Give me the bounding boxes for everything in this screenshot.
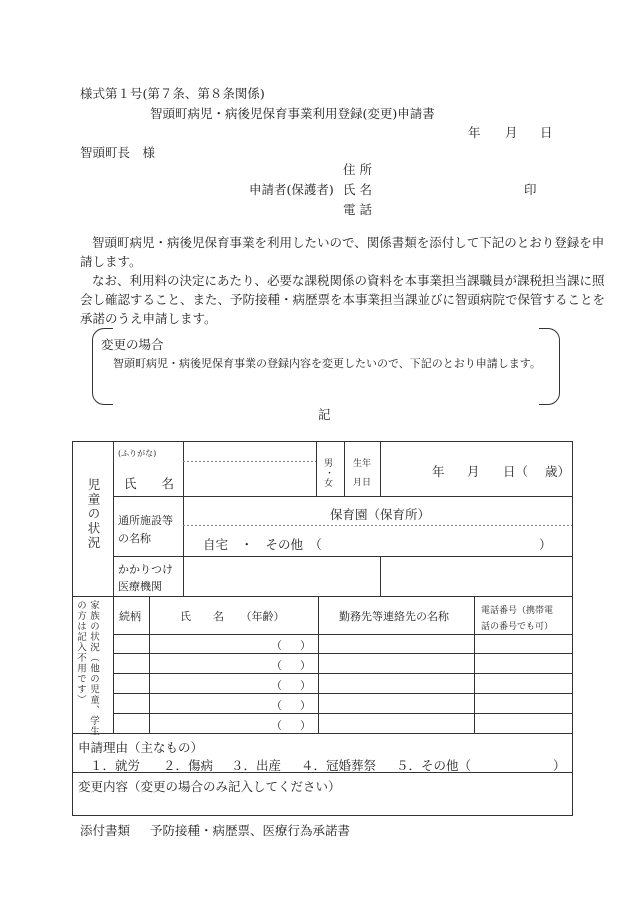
- reason-ceremony: ４．冠婚葬祭: [301, 758, 377, 773]
- age-paren-left: （: [271, 639, 282, 652]
- change-box-text: 智頭町病児・病後児保育事業の登録内容を変更したいので、下記のとおり申請します。: [113, 357, 541, 370]
- age-paren-right: ）: [300, 639, 311, 652]
- p2-line3: 承諾のうえ申請します。: [80, 311, 217, 326]
- ki-mark: 記: [318, 407, 331, 422]
- attachment-items: 予防接種・病歴票、医療行為承諾書: [150, 823, 351, 838]
- sex-dot: ・: [325, 469, 335, 479]
- reason-work: １．就労: [90, 758, 141, 773]
- clinic-label-1: かかりつけ: [118, 563, 173, 576]
- reason-other: ５．その他（: [396, 758, 472, 773]
- family-section-label: [74, 600, 100, 737]
- date-year: 年: [468, 125, 481, 140]
- form-number: 様式第１号(第７条、第８条関係): [80, 86, 265, 101]
- age-paren-left: （: [271, 679, 282, 692]
- p2-line1: なお、利用料の決定にあたり、必要な課税関係の資料を本事業担当課職員が課税担当課に照: [92, 273, 605, 288]
- furigana-label: (ふりがな): [118, 449, 157, 458]
- age-paren-right: ）: [300, 679, 311, 692]
- address-label: 住 所: [343, 162, 372, 177]
- age-paren-left: （: [271, 719, 282, 732]
- sex-male: 男: [324, 459, 334, 469]
- sex-female: 女: [324, 479, 334, 489]
- birth-label-top: 生年: [353, 459, 372, 469]
- birth-month: 月: [467, 464, 480, 479]
- age-paren-right: ）: [300, 699, 311, 712]
- header-relation: 続柄: [119, 610, 141, 623]
- facility-option-nursery: 保育園（保育所）: [330, 507, 431, 522]
- recipient: 智頭町長 様: [80, 145, 156, 160]
- family-section-line2: の方は記入不用です）: [75, 600, 86, 705]
- child-section-label: 児童の状況: [86, 478, 101, 551]
- facility-option-close: ）: [539, 537, 552, 552]
- p2-line2: 会し確認すること、また、予防接種・病歴票を本事業担当課並びに智頭病院で保管することを: [80, 292, 606, 307]
- header-phone-1: 電話番号（携帯電: [481, 606, 554, 616]
- reason-birth: ３．出産: [231, 758, 282, 773]
- birth-year: 年: [432, 464, 445, 479]
- age-paren-left: （: [271, 699, 282, 712]
- applicant-label: 申請者(保護者): [249, 182, 334, 197]
- reason-illness: ２．傷病: [163, 758, 214, 773]
- age-paren-right: ）: [300, 719, 311, 732]
- birth-label-bottom: 月日: [353, 478, 372, 488]
- header-phone-2: 話の番号でも可）: [481, 622, 554, 632]
- reason-title: 申請理由（主なもの）: [78, 740, 204, 755]
- birth-day: 日（: [503, 464, 529, 479]
- change-content-title: 変更内容（変更の場合のみ記入してください）: [78, 779, 341, 794]
- facility-option-home-other: 自宅 ・ その他 （: [203, 537, 322, 552]
- header-workplace: 勤務先等連絡先の名称: [339, 610, 449, 623]
- header-name-age: 氏 名 （年齢）: [180, 610, 285, 623]
- clinic-label-2: 医療機関: [118, 580, 162, 593]
- birth-age: 歳）: [545, 464, 571, 479]
- change-box-title: 変更の場合: [101, 337, 164, 352]
- facility-label-2: の名称: [118, 532, 151, 545]
- p1-line2: 請します。: [80, 254, 142, 269]
- attachment-label: 添付書類: [80, 823, 131, 838]
- name-label: 氏 名: [343, 182, 372, 197]
- age-paren-right: ）: [300, 659, 311, 672]
- family-section-line1: 家族の状況（他の児童、学生: [88, 600, 99, 737]
- reason-close: ）: [553, 758, 566, 773]
- phone-label: 電 話: [343, 202, 372, 217]
- child-name-label: 氏 名: [124, 476, 175, 491]
- date-month: 月: [505, 125, 518, 140]
- facility-label-1: 通所施設等: [118, 514, 173, 527]
- seal-mark: 印: [524, 182, 537, 197]
- p1-line1: 智頭町病児・病後児保育事業を利用したいので、関係書類を添付して下記のとおり登録を申: [92, 235, 605, 250]
- date-day: 日: [540, 125, 553, 140]
- age-paren-left: （: [271, 659, 282, 672]
- form-title: 智頭町病児・病後児保育事業利用登録(変更)申請書: [150, 106, 435, 121]
